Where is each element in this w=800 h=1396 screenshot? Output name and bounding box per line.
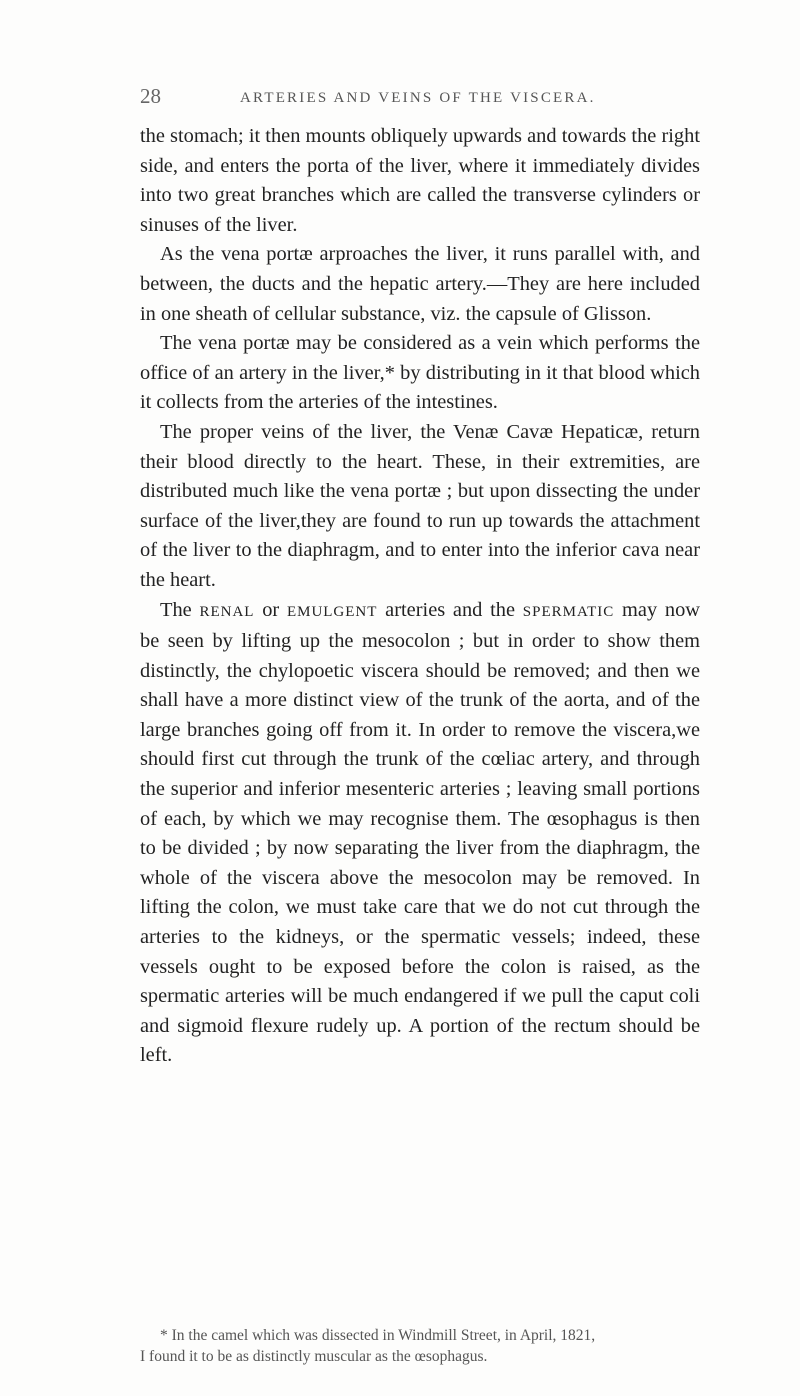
footnote xyxy=(140,1325,700,1367)
paragraph-5-text-d: may now be seen by lifting up the mesocolon ; but in order to show them distinctly, the chylopoetic viscera should be removed; and then we shall have a more distinct view of the trunk of the aorta, and of the large branches going off from it. In order to remove the viscera,we should first cut through the trunk of the cœliac artery, and through the superior and inferior mesenteric arteries ; leaving small portions of each, by which we may recognise them. The œsophagus is then to be divided ; by now separating the liver from the diaphragm, the whole of the viscera above the mesocolon may be removed. In lifting the colon, we must take care that we do not cut through the arteries to the kidneys, or the spermatic vessels; indeed, these vessels ought to be exposed before the colon is raised, as the spermatic arteries will be much endangered if we pull the caput coli and sigmoid flexure rudely up. A portion of the rectum should be left. xyxy=(140,598,701,1067)
footnote-line-1: * In the camel which was dissected in Windmill Street, in April, 1821, xyxy=(160,1327,596,1344)
page-number: 28 xyxy=(140,84,161,108)
paragraph-4: The proper veins of the liver, the Venæ Cavæ Hepaticæ, return their blood directly to the heart. These, in their extremities, are distributed much like the vena portæ ; but upon dissecting the under surface of the liver,they are found to run up towards the attachment of the liver to the diaphragm, and to enter into the inferior cava near the heart. xyxy=(140,420,700,591)
renal-term: RENAL xyxy=(199,603,255,620)
page-header xyxy=(140,84,700,114)
running-title: ARTERIES AND VEINS OF THE VISCERA. xyxy=(240,90,596,106)
paragraph-2: As the vena portæ arproaches the liver, it runs parallel with, and between, the ducts and the hepatic artery.—They are here included in one sheath of cellular substance, viz. the capsule of Glisson. xyxy=(140,243,700,325)
body-text xyxy=(140,122,700,1071)
paragraph-5 xyxy=(140,596,700,1072)
paragraph-1: the stomach; it then mounts obliquely upwards and towards the right side, and enters the porta of the liver, where it immediately divides into two great branches which are called the transverse cylinders or sinuses of the liver. xyxy=(140,125,700,236)
paragraph-5-text-c: arteries and the xyxy=(377,598,523,621)
emulgent-term: EMULGENT xyxy=(286,603,378,620)
paragraph-3: The vena portæ may be considered as a vein which performs the office of an artery in the liver,* by distributing in it that blood which it collects from the arteries of the intestines. xyxy=(140,332,700,414)
paragraph-5-text-b: or xyxy=(254,598,287,621)
footnote-line-2: I found it to be as distinctly muscular as the œsophagus. xyxy=(140,1348,488,1365)
paragraph-5-text-a: The xyxy=(160,598,200,621)
spermatic-term: SPERMATIC xyxy=(522,603,615,620)
